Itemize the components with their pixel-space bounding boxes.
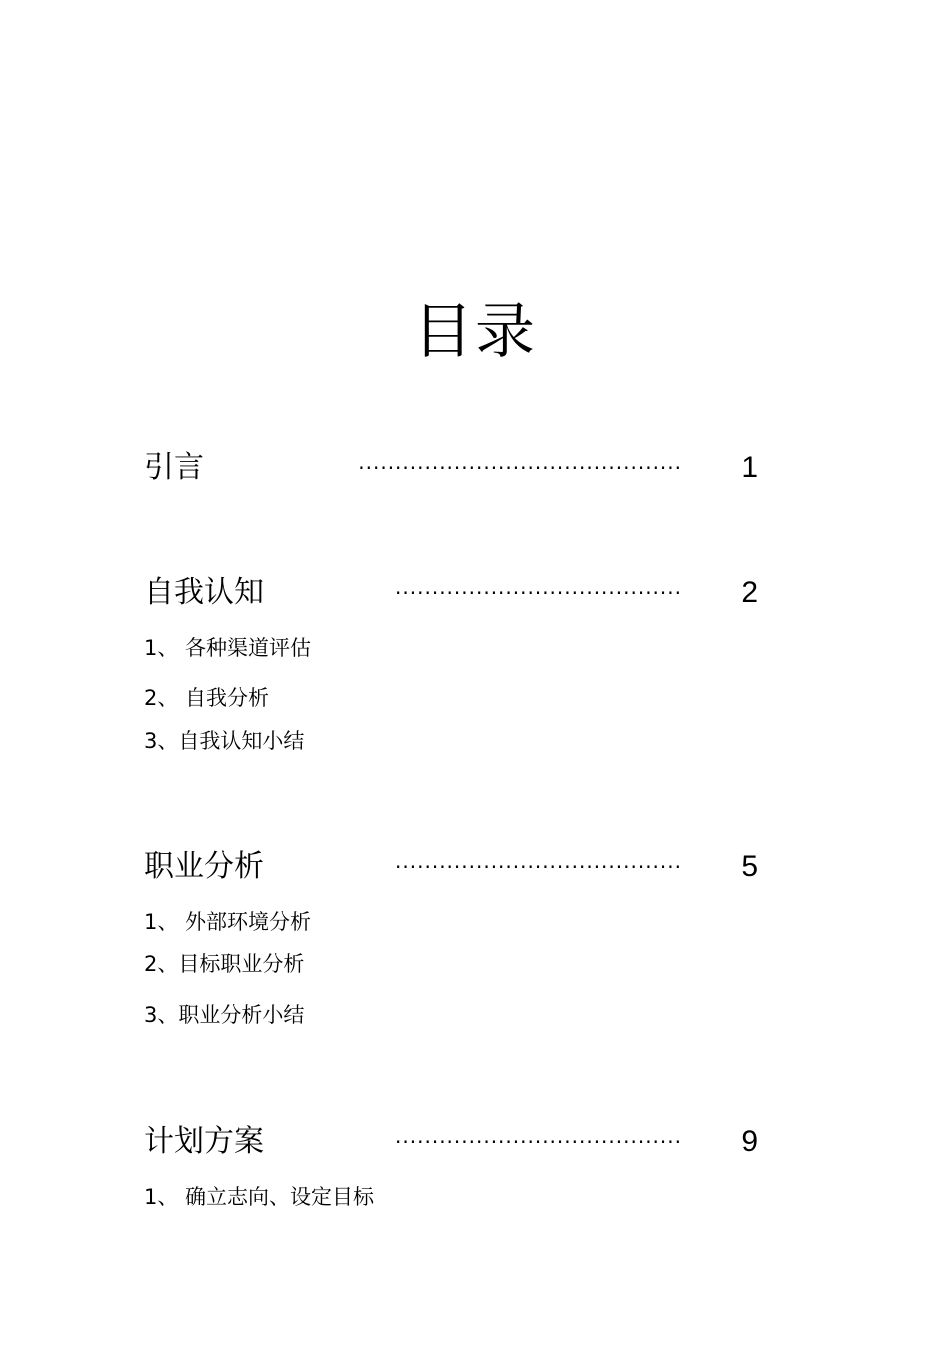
toc-subitem[interactable]: 3、自我认知小结 (144, 729, 305, 753)
toc-entry-introduction[interactable] (144, 448, 764, 488)
toc-leader-dots: ············································ (358, 456, 682, 480)
toc-subitem[interactable]: 2、 自我分析 (144, 686, 270, 710)
toc-page-number: 5 (741, 850, 758, 883)
toc-leader-dots: ······································· (395, 1130, 682, 1154)
toc-heading: 职业分析 (144, 849, 264, 884)
toc-subitem[interactable]: 1、 确立志向、设定目标 (144, 1185, 375, 1209)
toc-page-number: 9 (741, 1125, 758, 1158)
toc-heading: 引言 (144, 450, 204, 485)
toc-page-number: 1 (741, 451, 758, 484)
toc-entry-self-awareness[interactable] (144, 573, 764, 613)
toc-leader-dots: ······································· (395, 855, 682, 879)
toc-subitem[interactable]: 1、 外部环境分析 (144, 910, 312, 934)
toc-subitem[interactable]: 2、目标职业分析 (144, 952, 305, 976)
page-title: 目录 (413, 297, 537, 367)
toc-subitem[interactable]: 1、 各种渠道评估 (144, 636, 312, 660)
toc-entry-plan[interactable] (144, 1122, 764, 1162)
toc-page-number: 2 (741, 576, 758, 609)
toc-heading: 计划方案 (144, 1124, 264, 1159)
toc-subitem[interactable]: 3、职业分析小结 (144, 1003, 305, 1027)
toc-entry-career-analysis[interactable] (144, 847, 764, 887)
toc-leader-dots: ······································· (395, 581, 682, 605)
toc-heading: 自我认知 (144, 575, 264, 610)
